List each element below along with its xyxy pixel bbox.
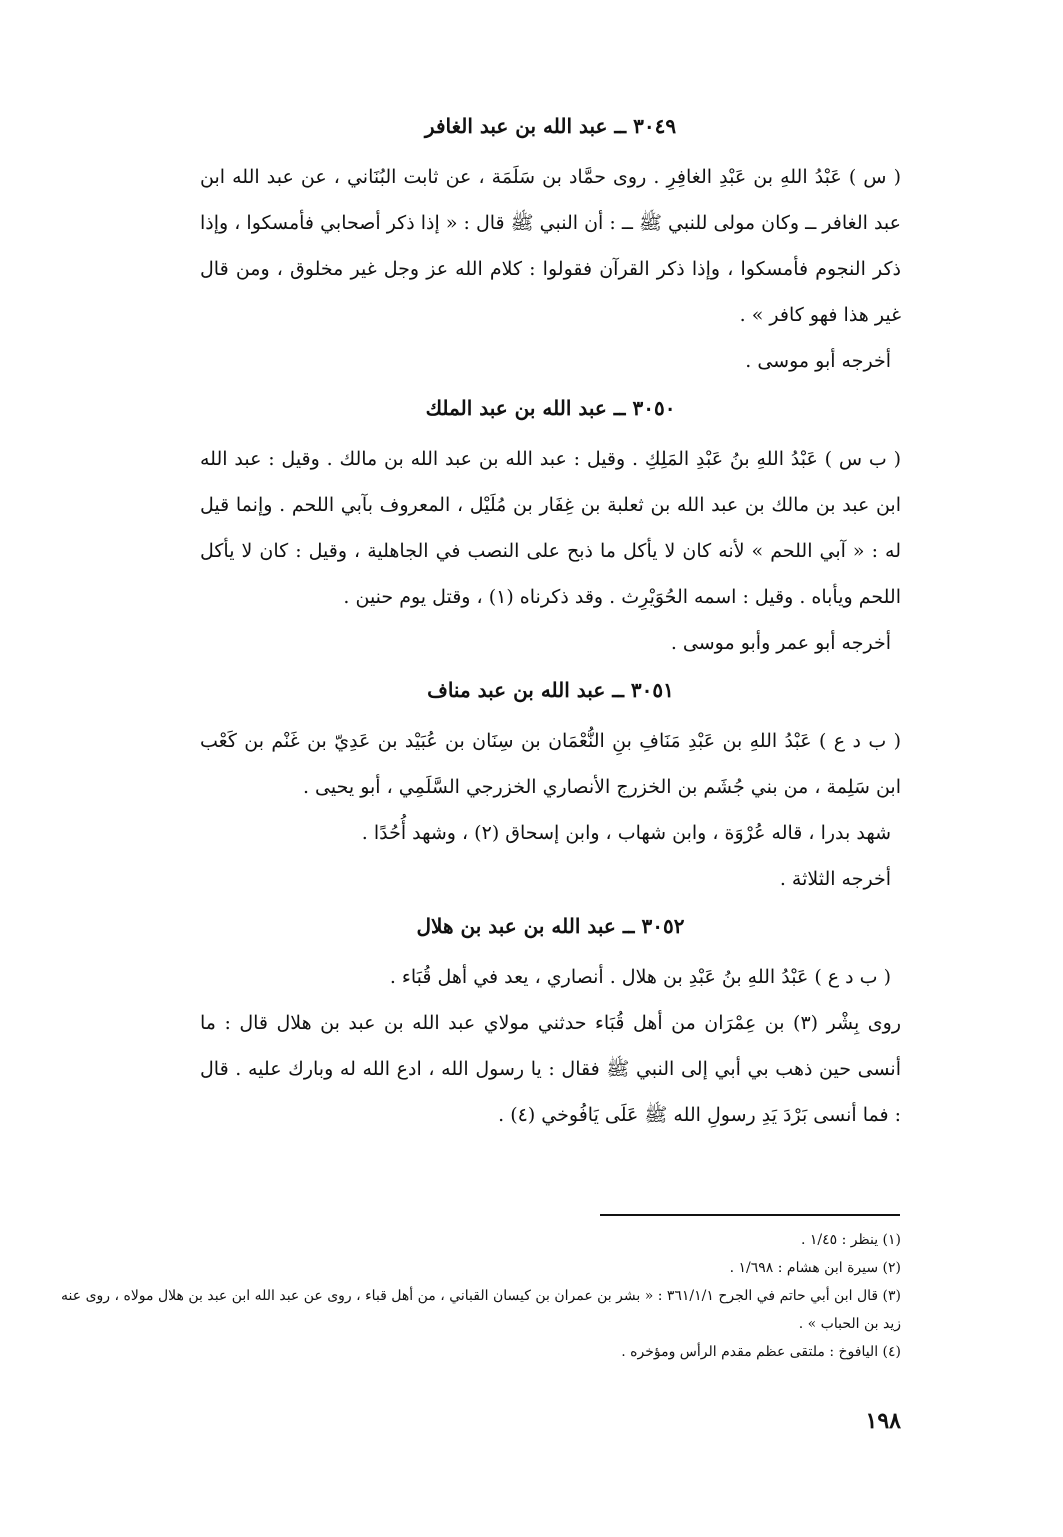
main-text (200, 108, 901, 1138)
entry-body-paragraph: ( ب د ع ) عَبْدُ اللهِ بن عَبْدِ مَنَافِ بنِ النُّعْمَان بن سِنَان بن عُبَيْد بن عَدِيّ بن غَنْم بن كَعْب ابن سَلِمة ، من بني جُشَم بن الخزرج الأنصاري الخزرجي السَّلَمِي ، أبو يحيى . (200, 730, 901, 798)
entry-3052 (200, 908, 901, 1138)
entry-body-paragraph: ( ب س ) عَبْدُ اللهِ بنُ عَبْدِ المَلِكِ . وقيل : عبد الله بن عبد الله بن مالك . وقيل : عبد الله ابن عبد بن مالك بن عبد الله بن ثعلبة بن غِفَار بن مُلَيْل ، المعروف بآبي اللحم . وإنما قيل له : « آبي اللحم » لأنه كان لا يأكل ما ذبح على النصب في الجاهلية ، وقيل : كان لا يأكل اللحم ويأباه . وقيل : اسمه الحُوَيْرِث . وقد ذكرناه (١) ، وقتل يوم حنين . (200, 448, 901, 608)
footnote: (١) ينظر : ١/٤٥ . (800, 1232, 901, 1248)
footnote-separator (600, 1214, 900, 1216)
entry-3051 (200, 672, 901, 902)
entry-source-note: أخرجه أبو موسى . (745, 350, 891, 372)
footnote: (٣) قال ابن أبي حاتم في الجرح ٣٦١/١/١ : « بشر بن عمران بن كيسان القباني ، من أهل قباء ، روى عن عبد الله ابن عبد بن هلال مولاه ، روى عنه زيد بن الحباب » . (61, 1288, 901, 1332)
entry-title: ٣٠٥٠ ــ عبد الله بن عبد الملك (425, 396, 676, 420)
footnotes (50, 1226, 901, 1366)
entry-body-paragraph: شهد بدرا ، قاله عُرْوَة ، وابن شهاب ، وابن إسحاق (٢) ، وشهد أُحُدًا . (361, 822, 891, 844)
page-number: ١٩٨ (865, 1408, 901, 1434)
footnote: (٢) سيرة ابن هشام : ١/٦٩٨ . (729, 1260, 901, 1276)
entry-body-paragraph: ( ب د ع ) عَبْدُ اللهِ بنُ عَبْدِ بن هلال . أنصاري ، يعد في أهل قُبَاء . (389, 966, 891, 988)
entry-source-note: أخرجه أبو عمر وأبو موسى . (670, 632, 891, 654)
entry-title: ٣٠٤٩ ــ عبد الله بن عبد الغافر (424, 114, 677, 138)
entry-3050 (200, 390, 901, 666)
entry-title: ٣٠٥٢ ــ عبد الله بن عبد بن هلال (416, 914, 685, 938)
entry-3049 (200, 108, 901, 384)
entry-body-paragraph: روى بِشْر (٣) بن عِمْرَان من أهل قُبَاء حدثني مولاي عبد الله بن عبد بن هلال قال : ما أنسى حين ذهب بي أبي إلى النبي ﷺ فقال : يا رسول الله ، ادع الله له وبارك عليه . قال : فما أنسى بَرْدَ يَدِ رسولِ الله ﷺ عَلَى يَافُوخي (٤) . (200, 1012, 901, 1126)
entry-body-paragraph: ( س ) عَبْدُ اللهِ بن عَبْدِ الغافِرِ . روى حمَّاد بن سَلَمَة ، عن ثابت البُنَاني ، عن عبد الله ابن عبد الغافر ــ وكان مولى للنبي ﷺ ــ : أن النبي ﷺ قال : « إذا ذكر أصحابي فأمسكوا ، وإذا ذكر النجوم فأمسكوا ، وإذا ذكر القرآن فقولوا : كلام الله عز وجل غير مخلوق ، ومن قال غير هذا فهو كافر » . (200, 166, 901, 326)
footnote: (٤) اليافوخ : ملتقى عظم مقدم الرأس ومؤخره . (621, 1344, 901, 1360)
entry-title: ٣٠٥١ ــ عبد الله بن عبد مناف (427, 678, 674, 702)
entry-source-note: أخرجه الثلاثة . (779, 868, 891, 890)
